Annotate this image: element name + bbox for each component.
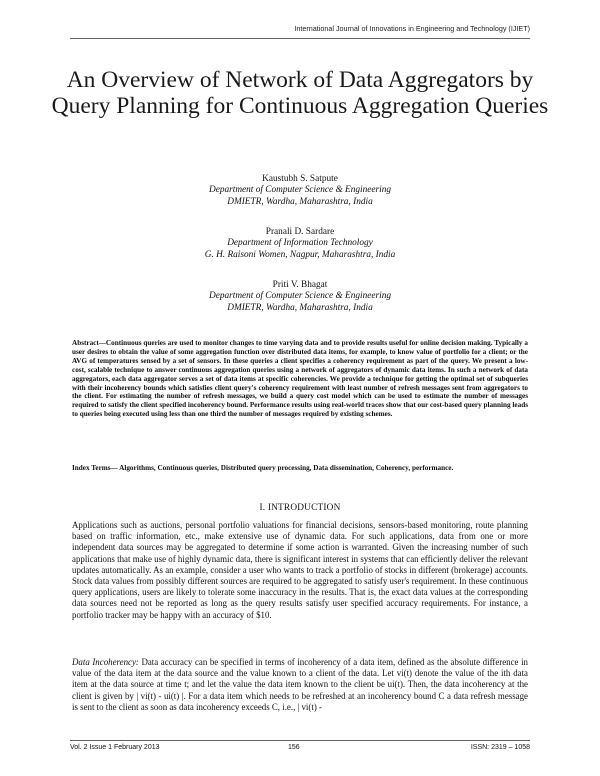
footer-issn: ISSN: 2319 – 1058 bbox=[470, 744, 530, 751]
author-department: Department of Computer Science & Engineering bbox=[208, 291, 392, 302]
author-name: Kaustubh S. Satpute bbox=[262, 174, 338, 184]
author-institution: DMIETR, Wardha, Maharashtra, India bbox=[227, 196, 373, 207]
header-divider bbox=[70, 38, 530, 39]
body-paragraph: Applications such as auctions, personal portfolio valuations for financial decisions, sensors-based monitoring, route planning based on traffic information, etc., make extensive use of dynamic data. For such applications, data from one or more independent data sources may be aggregated to determine if some action is warranted. Given the increasing number of such applications that make use of highly dynamic data, there is significant interest in systems that can efficiently deliver the relevant updates automatically. As an example, consider a user who wants to track a portfolio of stocks in different (brokerage) accounts. Stock data values from possibly different sources are required to be aggregated to satisfy user's requirement. In these continuous query applications, users are likely to tolerate some inaccuracy in the results. That is, the exact data values at the corresponding data sources need not be reported as long as the query results satisfy user specified accuracy requirements. For instance, a portfolio tracker may be happy with an accuracy of $10. bbox=[72, 520, 528, 620]
paper-title: An Overview of Network of Data Aggregators by Query Planning for Continuous Aggregation Queries bbox=[51, 67, 549, 119]
author-department: Department of Computer Science & Engineering bbox=[208, 185, 392, 196]
author-institution: G. H. Raisoni Women, Nagpur, Maharashtra, India bbox=[204, 249, 396, 260]
author-name: Priti V. Bhagat bbox=[272, 280, 328, 290]
author-name: Pranali D. Sardare bbox=[265, 227, 335, 237]
footer-divider bbox=[70, 740, 530, 741]
footer-volume: Vol. 2 Issue 1 February 2013 bbox=[70, 744, 160, 751]
body-paragraph bbox=[72, 657, 528, 713]
section-heading: I. INTRODUCTION bbox=[259, 503, 341, 513]
index-terms: Index Terms— Algorithms, Continuous queries, Distributed query processing, Data dissemination, Coherency, performance. bbox=[72, 464, 454, 472]
author-block bbox=[0, 174, 600, 208]
journal-header: International Journal of Innovations in Engineering and Technology (IJIET) bbox=[294, 24, 530, 33]
author-block bbox=[0, 280, 600, 314]
abstract: Abstract—Continuous queries are used to monitor changes to time varying data and to provide results useful for online decision making. Typically a user desires to obtain the value of some aggregation function over distributed data items, for example, to know value of portfolio for a client; or the AVG of temperatures sensed by a set of sensors. In these queries a client specifies a coherency requirement as part of the query. We present a low-cost, scalable technique to answer continuous aggregation queries using a network of aggregators of dynamic data items. In such a network of data aggregators, each data aggregator serves a set of data items at specific coherencies. We provide a technique for getting the optimal set of subqueries with their incoherency bounds which satisfies client query's coherency requirement with least number of refresh messages sent from aggregators to the client. For estimating the number of refresh messages, we build a query cost model which can be used to estimate the number of messages required to satisfy the client specified incoherency bound. Performance results using real-world traces show that our cost-based query planning leads to queries being executed using less than one third the number of messages required by existing schemes. bbox=[72, 339, 529, 419]
author-block bbox=[0, 227, 600, 261]
page-number: 156 bbox=[288, 744, 300, 751]
author-institution: DMIETR, Wardha, Maharashtra, India bbox=[227, 302, 373, 313]
paragraph-text: Data accuracy can be specified in terms of incoherency of a data item, defined as the absolute difference in value of the data item at the data source and the value known to a client of the data. Let vi(t) denote the value of the ith data item at the data source at time t; and let the value the data item known to the client be ui(t). Then, the data incoherency at the client is given by | vi(t) - ui(t) |. For a data item which needs to be refreshed at an incoherency bound C a data refresh message is sent to the client as soon as data incoherency exceeds C, i.e., | vi(t) - bbox=[72, 657, 528, 712]
author-department: Department of Information Technology bbox=[227, 238, 373, 249]
paragraph-lead: Data Incoherency: bbox=[72, 657, 139, 667]
